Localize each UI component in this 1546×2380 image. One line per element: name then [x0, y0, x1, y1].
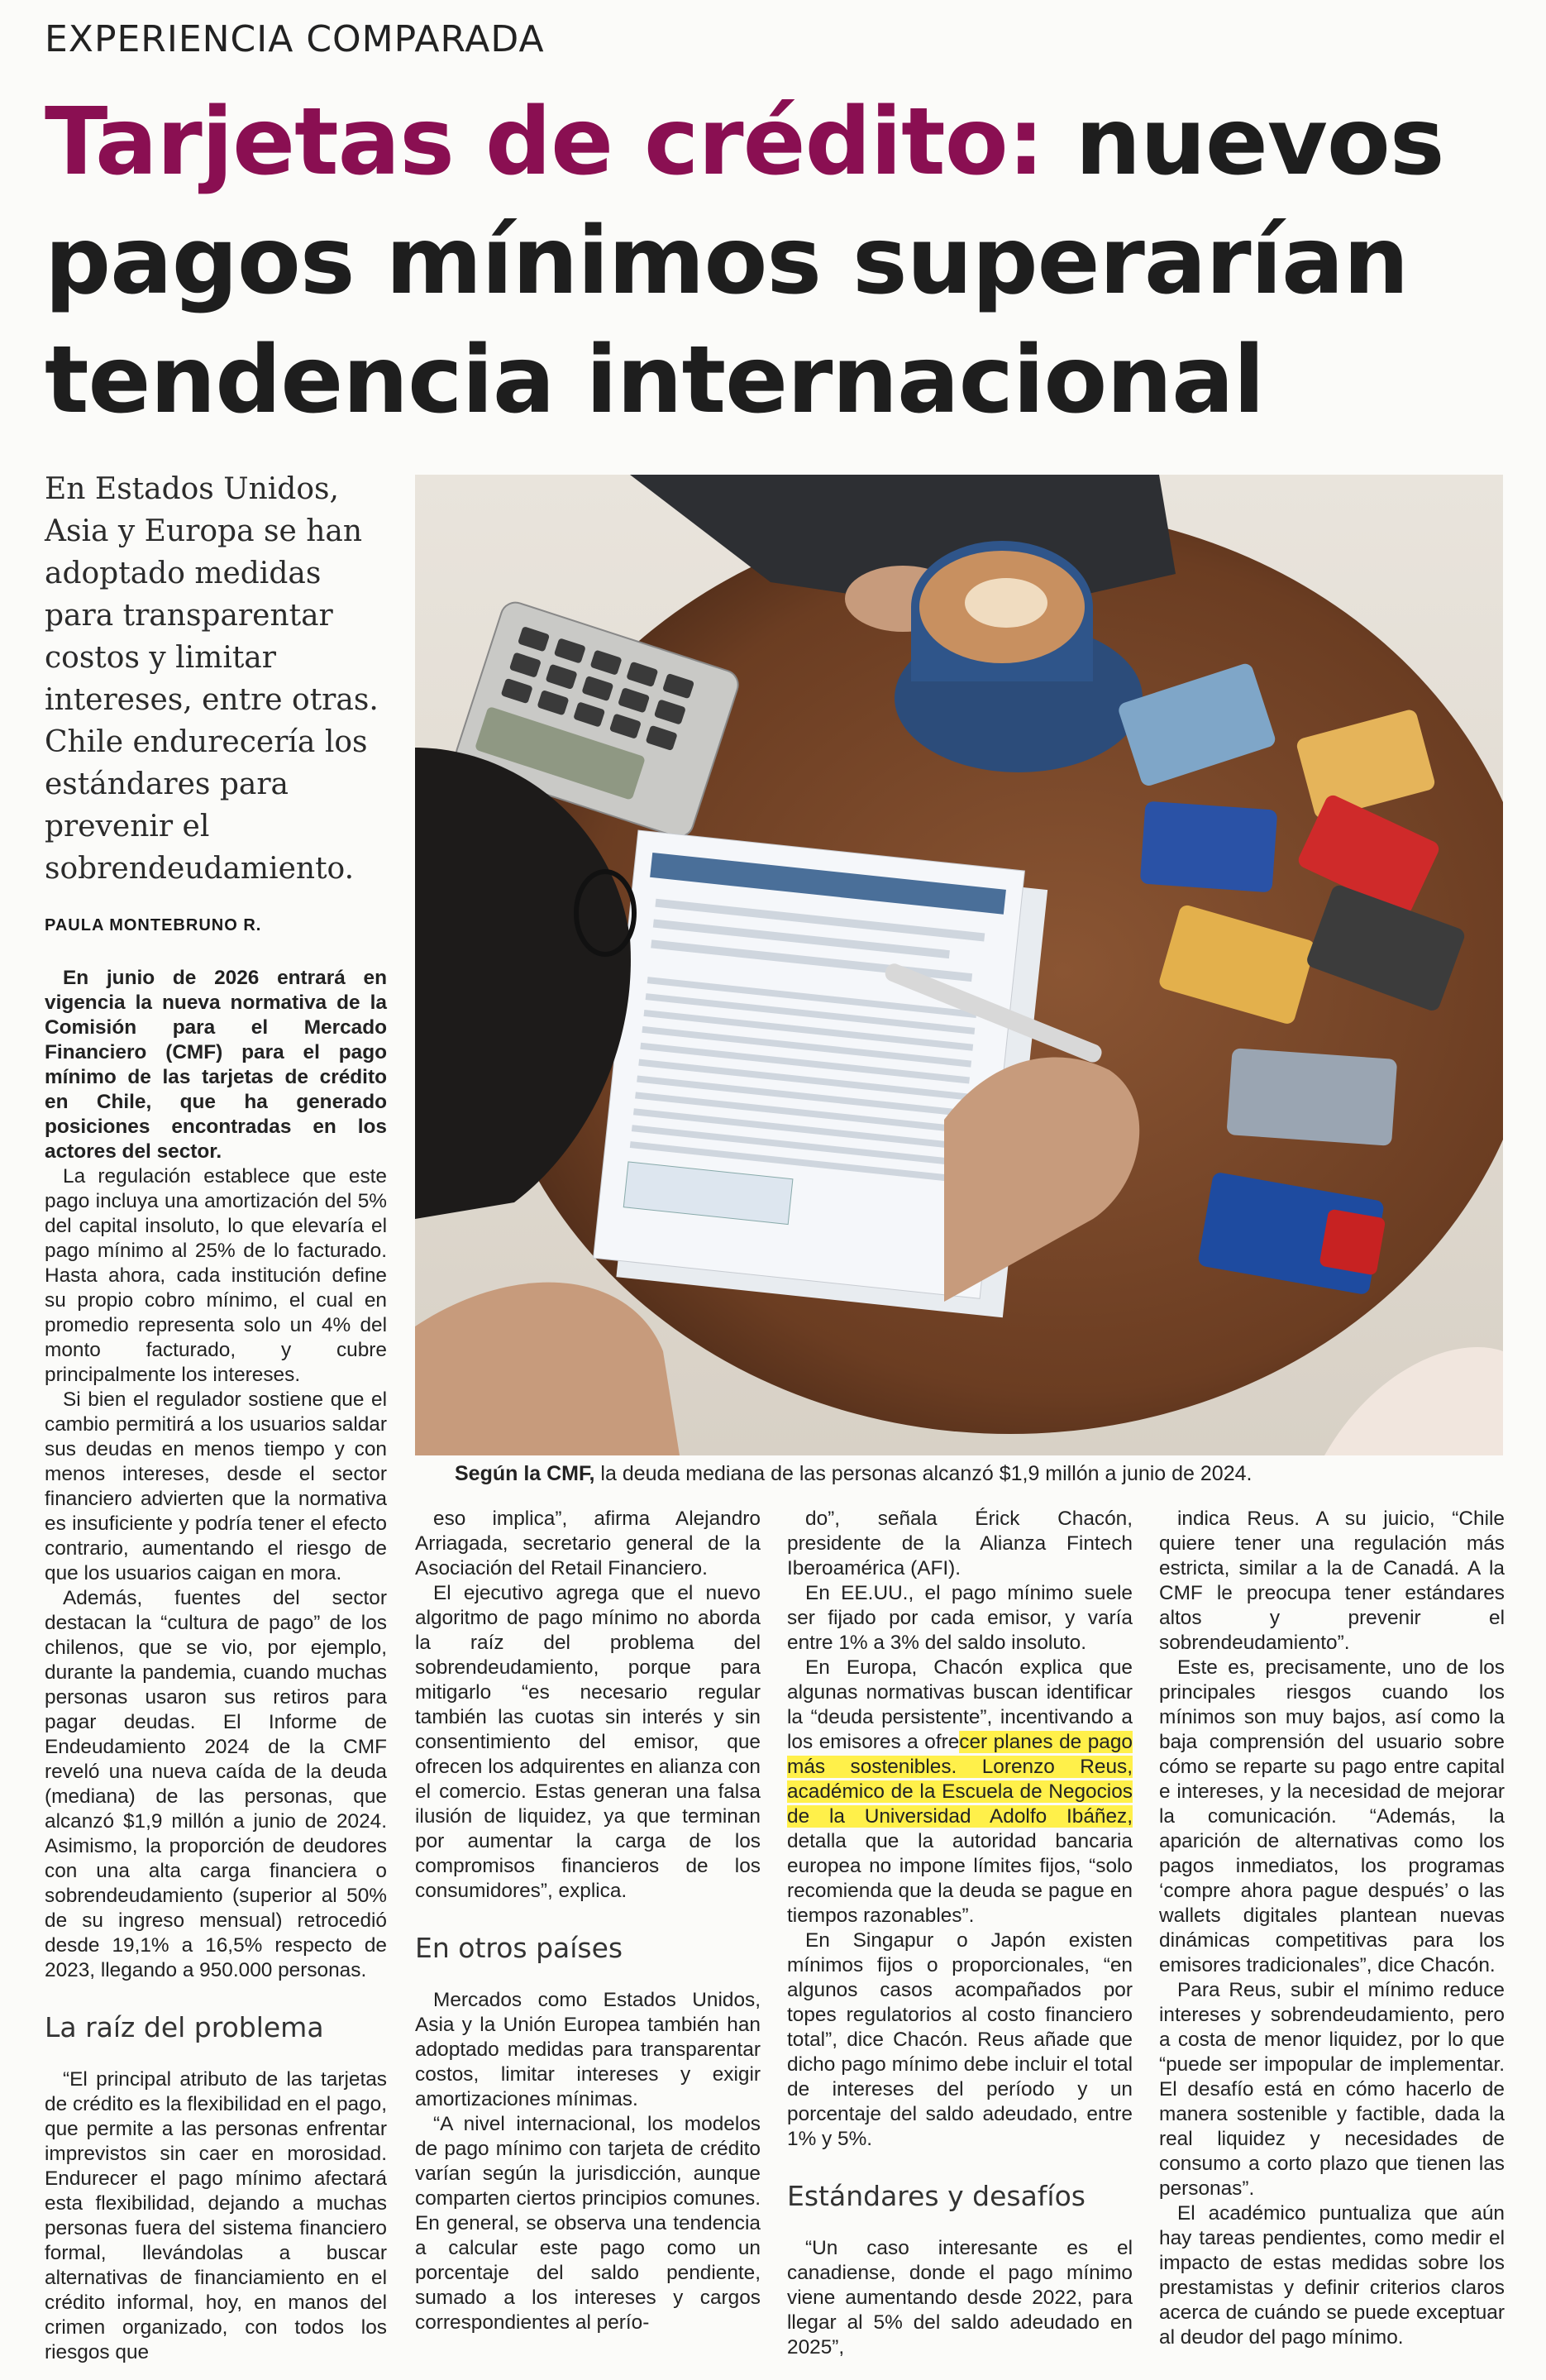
paragraph: Si bien el regulador sostiene que el cambio permitirá a los usuarios saldar sus deudas en menos tiempo y con menos intereses, desde el sector financiero advierten que la normativa es insuficiente y podría tener el efecto contrario, aumentando el riesgo de que los usuarios caigan en mora.: [45, 1388, 387, 1584]
paragraph: do”, señala Érick Chacón, presidente de la Alianza Fintech Iberoamérica (AFI).: [787, 1508, 1133, 1579]
column-1: [45, 966, 387, 2365]
column-4: [1159, 1507, 1505, 2350]
column-3: [787, 1507, 1133, 2360]
photo-caption: [455, 1462, 1252, 1486]
caption-bold: Según la CMF,: [455, 1462, 595, 1485]
paragraph: Mercados como Estados Unidos, Asia y la Unión Europea también han adoptado medidas para transparentar costos, limitar intereses y exigir amortizaciones mínimas.: [415, 1989, 761, 2110]
paragraph: En EE.UU., el pago mínimo suele ser fijado por cada emisor, y varía entre 1% a 3% del saldo insoluto.: [787, 1582, 1133, 1654]
paragraph: “Un caso interesante es el canadiense, donde el pago mínimo viene aumentando desde 2022, para llegar al 5% del saldo adeudado en 2025”,: [787, 2237, 1133, 2358]
paragraph: La regulación establece que este pago incluya una amortización del 5% del capital insoluto, lo que elevaría el pago mínimo al 25% de lo facturado. Hasta ahora, cada institución define su propio cobro mínimo, el cual en promedio representa solo un 4% del monto facturado, y cubre principalmente los intereses.: [45, 1165, 387, 1386]
paragraph: El académico puntualiza que aún hay tareas pendientes, como medir el impacto de estas medidas sobre los prestamistas y definir criterios claros acerca de cuándo se puede exceptuar al deudor del pago mínimo.: [1159, 2202, 1505, 2349]
paragraph: indica Reus. A su juicio, “Chile quiere tener una regulación más estricta, similar a la de Canadá. A la CMF le preocupa tener estándares altos y prevenir el sobrendeudamiento”.: [1159, 1508, 1505, 1654]
paragraph: Además, fuentes del sector destacan la “cultura de pago” de los chilenos, que se vio, por ejemplo, durante la pandemia, cuando muchas personas usaron sus retiros para pagar deudas. El Informe de Endeudamiento 2024 de la CMF reveló una nueva caída de la deuda (mediana) de las personas, que alcanzó $1,9 millón a junio de 2024. Asimismo, la proporción de deudores con una alta carga financiera o sobrendeudamiento (superior al 50% de su ingreso mensual) retrocedió desde 19,1% a 16,5% respecto de 2023, llegando a 950.000 personas.: [45, 1587, 387, 1981]
article-photo: [415, 475, 1503, 1455]
section-tag: EXPERIENCIA COMPARADA: [45, 18, 545, 60]
paragraph: eso implica”, afirma Alejandro Arriagada, secretario general de la Asociación del Retail Financiero.: [415, 1508, 761, 1579]
paragraph: El ejecutivo agrega que el nuevo algoritmo de pago mínimo no aborda la raíz del problema del sobrendeudamiento, porque para mitigarlo “es necesario regular también las cuotas sin interés y sin consentimiento del emisor, que ofrecen los adquirentes en alianza con el comercio. Estas generan una falsa ilusión de liquidez, ya que terminan por aumentar la carga de los compromisos financieros de los consumidores”, explica.: [415, 1582, 761, 1902]
byline: PAULA MONTEBRUNO R.: [45, 916, 262, 934]
subheading: En otros países: [415, 1932, 623, 1964]
text-run: En Europa, Chacón explica que algunas normativas buscan identificar la “deuda persistente”, incentivando a los emisores a ofre: [787, 1656, 1133, 1753]
photo-illustration: [415, 475, 1503, 1455]
caption-text: la deuda mediana de las personas alcanzó $1,9 millón a junio de 2024.: [594, 1462, 1253, 1485]
paragraph: Para Reus, subir el mínimo reduce intereses y sobrendeudamiento, pero a costa de menor liquidez, por lo que “puede ser impopular de implementar. El desafío está en cómo hacerlo de manera sostenible y factible, dada la real liquidez y necesidades de consumo a corto plazo que tienen las personas”.: [1159, 1979, 1505, 2200]
headline-accent: Tarjetas de crédito:: [45, 88, 1044, 196]
text-run: detalla que la autoridad bancaria europea no impone límites fijos, “solo recomienda que la deuda se pague en tiempos razonables”.: [787, 1830, 1133, 1927]
subheading: Estándares y desafíos: [787, 2180, 1086, 2212]
paragraph: “El principal atributo de las tarjetas de crédito es la flexibilidad en el pago, que permite a las personas enfrentar imprevistos sin caer en morosidad. Endurecer el pago mínimo afectará esta flexibilidad, dejando a muchas personas fuera del sistema financiero formal, llevándolas a buscar alternativas de financiamiento en el crédito informal, hoy, en manos del crimen organizado, con todos los riesgos que: [45, 2068, 387, 2363]
paragraph: [787, 1656, 1133, 1928]
paragraph: Este es, precisamente, uno de los principales riesgos cuando los mínimos son muy bajos, así como la baja comprensión del usuario sobre cómo se reparte su pago entre capital e intereses, y la necesidad de mejorar la comunicación. “Además, la aparición de alternativas como los pagos inmediatos, los programas ‘compre ahora pague después’ o las wallets digitales plantean nuevas dinámicas competitivas para los emisores tradicionales”, dice Chacón.: [1159, 1656, 1505, 1976]
highlighted-text: cer planes de pago más sostenibles. Lorenzo Reus, académico de la Escuela de Negocios de la Universidad Adolfo Ibáñez,: [787, 1731, 1133, 1828]
headline-rest: nuevos pagos mínimos superarían tendencia internacional: [45, 88, 1444, 434]
lead-paragraph: En junio de 2026 entrará en vigencia la nueva normativa de la Comisión para el Mercado Financiero (CMF) para el pago mínimo de las tarjetas de crédito en Chile, que ha generado posiciones encontradas en los actores del sector.: [45, 967, 387, 1163]
lede: En Estados Unidos, Asia y Europa se han adoptado medidas para transparentar costos y limitar intereses, entre otras. Chile endurecería los estándares para prevenir el sobrendeudamiento.: [45, 472, 379, 886]
paragraph: “A nivel internacional, los modelos de pago mínimo con tarjeta de crédito varían según la jurisdicción, aunque comparten ciertos principios comunes. En general, se observa una tendencia a calcular este pago como un porcentaje del saldo pendiente, sumado a los intereses y cargos correspondientes al perío-: [415, 2113, 761, 2334]
column-2: [415, 1507, 761, 2335]
paragraph: En Singapur o Japón existen mínimos fijos o proporcionales, “en algunos casos acompañados por topes regulatorios al costo financiero total”, dice Chacón. Reus añade que dicho pago mínimo debe incluir el total de intereses del período y un porcentaje del saldo adeudado, entre 1% y 5%.: [787, 1929, 1133, 2150]
subheading: La raíz del problema: [45, 2011, 324, 2043]
headline: [45, 83, 1516, 440]
